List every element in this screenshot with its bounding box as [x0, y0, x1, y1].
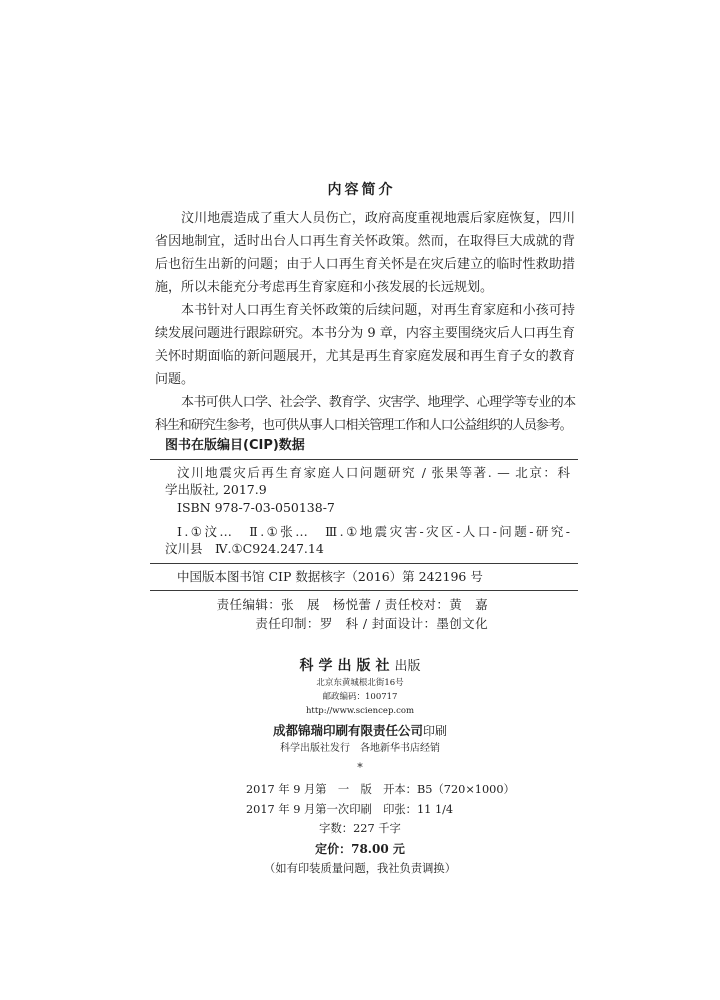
printer-line — [0, 721, 720, 739]
cip-classification-line: Ⅰ.①汶… Ⅱ.①张… Ⅲ.①地震灾害-灾区-人口-问题-研究- — [177, 524, 570, 539]
publisher-address: 北京东黄城根北街16号 — [316, 678, 404, 688]
publisher-url: http://www.sciencep.com — [305, 706, 415, 716]
cip-record-line: 学出版社, 2017.9 — [165, 482, 267, 497]
cip-classification-line: 汶川县 Ⅳ.①C924.247.14 — [165, 541, 324, 556]
intro-line: 续发展问题进行跟踪研究。本书分为 9 章，内容主要围绕灾后人口再生育 — [155, 326, 575, 341]
reprint-note: （如有印装质量问题，我社负责调换） — [263, 862, 457, 875]
intro-line: 汶川地震造成了重大人员伤亡，政府高度重视地震后家庭恢复，四川 — [181, 211, 575, 226]
intro-text — [155, 207, 575, 437]
publisher-line — [0, 655, 720, 675]
intro-line: 省因地制宜，适时出台人口再生育关怀政策。然而，在取得巨大成就的背 — [155, 234, 575, 249]
cip-heading: 图书在版编目(CIP)数据 — [165, 438, 305, 453]
credits-line: 责任编辑：张 展 杨悦蕾 / 责任校对：黄 嘉 — [216, 597, 488, 612]
cip-number: 中国版本图书馆 CIP 数据核字（2016）第 242196 号 — [177, 569, 483, 584]
distribution-line: 科学出版社发行 各地新华书店经销 — [280, 743, 440, 754]
word-count: 字数：227 千字 — [319, 822, 401, 835]
intro-line: 科生和研究生参考，也可供从事人口相关管理工作和人口公益组织的人员参考。 — [155, 418, 572, 433]
intro-line: 问题。 — [155, 372, 195, 387]
divider — [150, 590, 578, 591]
impression-line: 2017 年 9 月第一次印刷 印张：11 1/4 — [246, 803, 454, 816]
intro-line: 后也衍生出新的问题；由于人口再生育关怀是在灾后建立的临时性救助措 — [155, 257, 575, 272]
intro-line: 本书针对人口再生育关怀政策的后续问题，对再生育家庭和小孩可持 — [181, 303, 575, 318]
publisher-postcode: 邮政编码：100717 — [322, 692, 398, 702]
isbn: ISBN 978-7-03-050138-7 — [177, 500, 335, 515]
edition-line: 2017 年 9 月第 一 版 开本：B5（720×1000） — [246, 783, 515, 796]
intro-line: 关怀时期面临的新问题展开，尤其是再生育家庭发展和再生育子女的教育 — [155, 349, 575, 364]
separator-mark: * — [357, 761, 363, 774]
publisher-name: 科学出版社 — [299, 658, 395, 674]
cip-record-line: 汶川地震灾后再生育家庭人口问题研究 / 张果等著. — 北京：科 — [177, 465, 570, 480]
printer-suffix: 印刷 — [423, 724, 448, 738]
credits-line: 责任印制：罗 科 / 封面设计：墨创文化 — [255, 616, 488, 631]
price: 定价：78.00 元 — [315, 842, 405, 856]
divider — [150, 563, 578, 564]
publisher-suffix: 出版 — [394, 659, 421, 674]
intro-line: 本书可供人口学、社会学、教育学、灾害学、地理学、心理学等专业的本 — [181, 395, 575, 410]
intro-title: 内容简介 — [327, 182, 396, 198]
intro-line: 施，所以未能充分考虑再生育家庭和小孩发展的长远规划。 — [155, 280, 494, 295]
divider — [150, 459, 578, 460]
printer-name: 成都锦瑞印刷有限责任公司 — [272, 723, 423, 738]
